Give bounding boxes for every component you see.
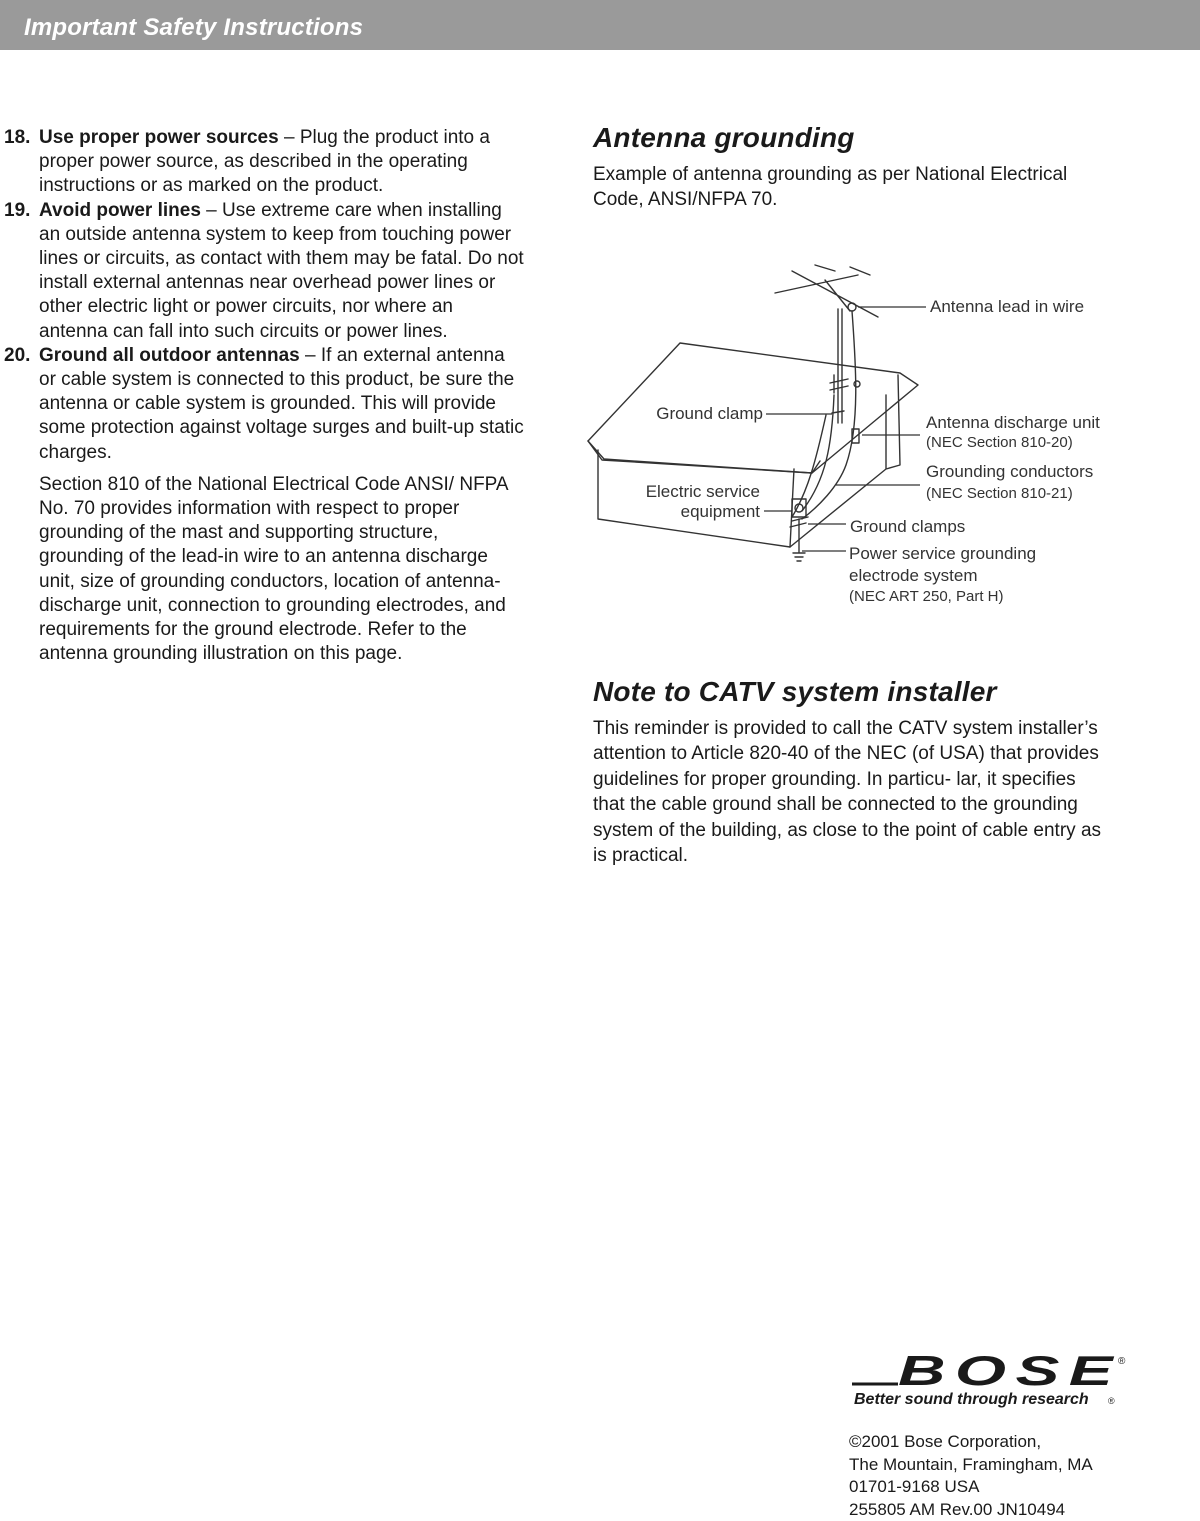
antenna-body: Example of antenna grounding as per National Electrical Code, ANSI/NFPA 70. xyxy=(593,162,1113,212)
bose-logo xyxy=(850,1348,1130,1418)
label-ground-clamps: Ground clamps xyxy=(850,517,965,536)
instruction-text xyxy=(39,199,524,344)
label-conductors: Grounding conductors xyxy=(926,462,1093,481)
instruction-number: 20. xyxy=(4,344,30,368)
label-discharge-ref: (NEC Section 810-20) xyxy=(926,434,1073,451)
instruction-number: 18. xyxy=(4,126,30,150)
header-bar xyxy=(0,0,1200,50)
label-conductors-ref: (NEC Section 810-21) xyxy=(926,485,1073,502)
label-power-ref: (NEC ART 250, Part H) xyxy=(849,588,1004,605)
instruction-body: – If an external antenna or cable system is connected to this product, be sure the antenna or cable system is grounded. This will provide some protection against voltage surges and built-up static charges. xyxy=(39,345,524,463)
instruction-text xyxy=(39,344,524,465)
page-title: Important Safety Instructions xyxy=(24,14,363,42)
label-ground-clamp: Ground clamp xyxy=(656,404,763,423)
catv-section xyxy=(593,674,1103,868)
logo-wordmark: BOSE xyxy=(898,1348,1122,1394)
instruction-extra: Section 810 of the National Electrical Code ANSI/ NFPA No. 70 provides information with respect to proper grounding of the mast and supporting structure, grounding of the lead-in wire to an antenna discharge unit, size of grounding conductors, location of antenna-discharge unit, connection to grounding electrodes, and requirements for the ground electrode. Refer to the antenna grounding illustration on this page. xyxy=(39,473,524,667)
footer-line: 255805 AM Rev.00 JN10494 xyxy=(849,1499,1093,1521)
label-electric-equipment: equipment xyxy=(681,502,761,521)
logo-registered: ® xyxy=(1118,1356,1126,1367)
footer-line: The Mountain, Framingham, MA xyxy=(849,1454,1093,1477)
instruction-heading: Avoid power lines xyxy=(39,200,201,221)
label-electric-service: Electric service xyxy=(646,482,760,501)
label-power-service: Power service grounding xyxy=(849,544,1036,563)
instruction-19 xyxy=(4,199,524,344)
instruction-20 xyxy=(4,344,524,667)
tagline-registered: ® xyxy=(1108,1396,1115,1406)
label-lead-in: Antenna lead in wire xyxy=(930,297,1084,316)
antenna-grounding-diagram xyxy=(580,255,1140,625)
catv-title: Note to CATV system installer xyxy=(593,674,1103,710)
instruction-18 xyxy=(4,126,524,199)
instruction-text xyxy=(39,126,524,199)
instruction-body: – Plug the product into a proper power source, as described in the operating instructions or as marked on the product. xyxy=(39,127,490,196)
instruction-heading: Ground all outdoor antennas xyxy=(39,345,300,366)
logo-tagline: Better sound through research xyxy=(854,1391,1089,1408)
antenna-title: Antenna grounding xyxy=(593,120,1113,156)
footer-line: 01701-9168 USA xyxy=(849,1476,1093,1499)
instruction-number: 19. xyxy=(4,199,30,223)
antenna-insulator xyxy=(848,303,856,311)
instruction-heading: Use proper power sources xyxy=(39,127,279,148)
antenna-element xyxy=(815,265,870,275)
catv-body: This reminder is provided to call the CATV system installer’s attention to Article 820-40 of the NEC (of USA) that provides guidelines for proper grounding. In particu- lar, it specifies that the cable ground shall be connected to the grounding system of the building, as close to the point of cable entry as is practical. xyxy=(593,716,1103,868)
label-discharge-unit: Antenna discharge unit xyxy=(926,413,1100,432)
instructions-list xyxy=(4,126,524,666)
antenna-section xyxy=(593,120,1113,212)
antenna-element xyxy=(775,271,878,317)
footer-copyright xyxy=(849,1431,1093,1521)
instruction-body: – Use extreme care when installing an outside antenna system to keep from touching power lines or circuits, as contact with them may be fatal. Do not install external antennas near overhead power lines or other electric light or power circuits, nor where an antenna can fall into such circuits or power lines. xyxy=(39,200,524,342)
footer-line: ©2001 Bose Corporation, xyxy=(849,1431,1093,1454)
label-electrode-system: electrode system xyxy=(849,566,978,585)
